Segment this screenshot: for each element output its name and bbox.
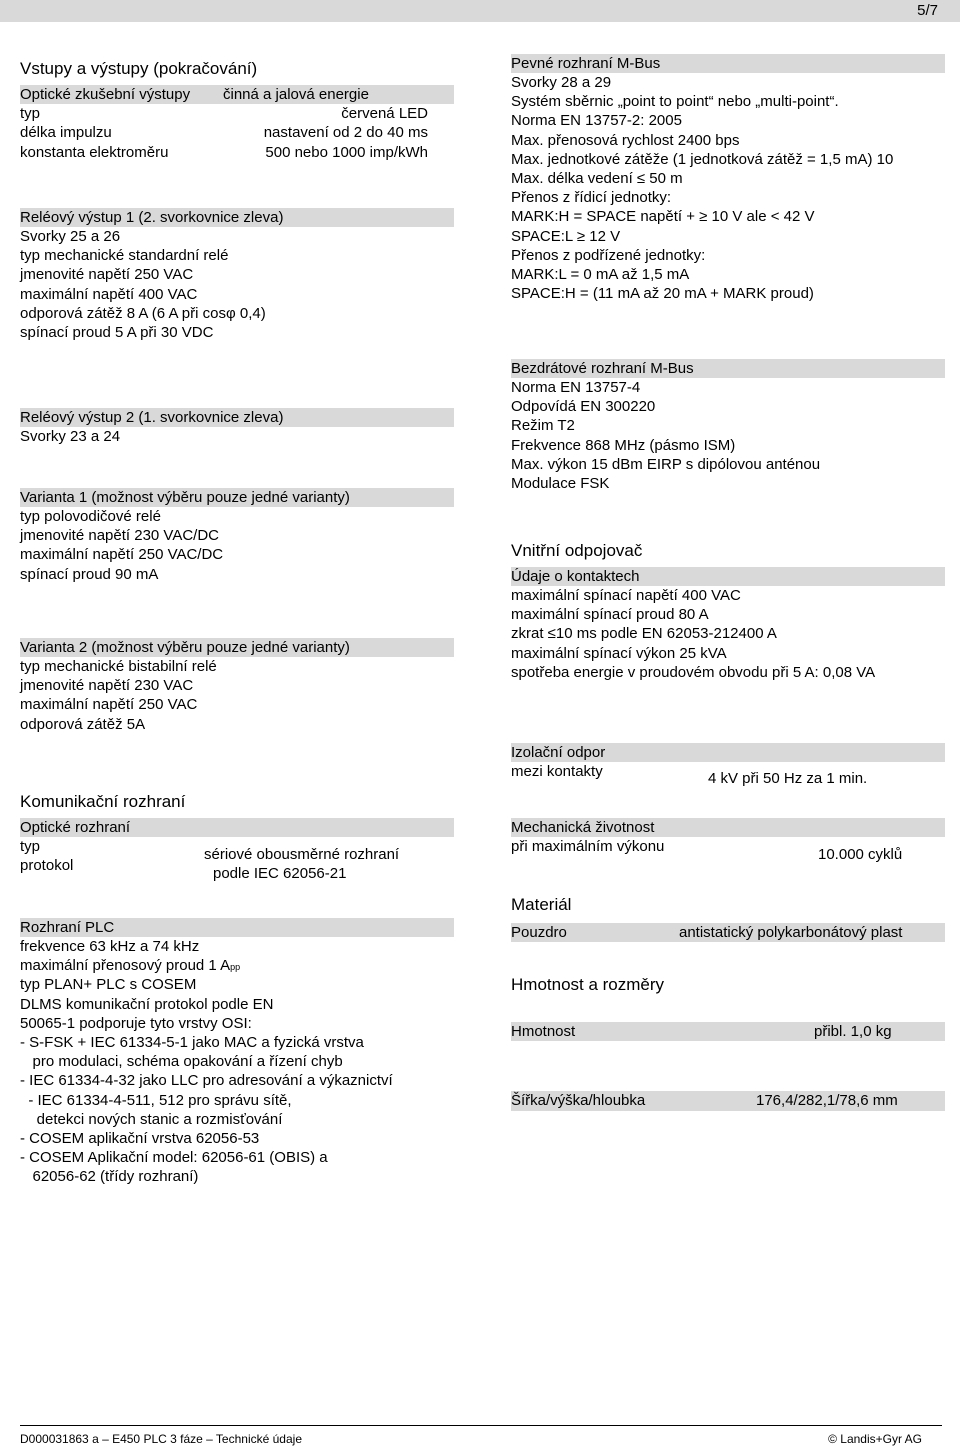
spec-key: při maximálním výkonu bbox=[511, 838, 665, 855]
mechanical-life bbox=[511, 818, 945, 863]
spec-line: maximální spínací výkon 25 kVA bbox=[511, 644, 727, 662]
page-number: 5/7 bbox=[917, 2, 938, 19]
spec-line: Přenos z podřízené jednotky: bbox=[511, 246, 706, 264]
spec-key: typ bbox=[20, 838, 41, 855]
spec-line: spotřeba energie v proudovém obvodu při 5 A: 0,08 VA bbox=[511, 663, 876, 681]
weight-row bbox=[511, 1022, 945, 1041]
mbus-header: Pevné rozhraní M-Bus bbox=[511, 54, 945, 73]
spec-line: odporová zátěž 5A bbox=[20, 715, 146, 733]
variant-1-header: Varianta 1 (možnost výběru pouze jedné varianty) bbox=[20, 488, 454, 507]
insulation-resistance bbox=[511, 743, 945, 787]
spec-line: frekvence 63 kHz a 74 kHz bbox=[20, 938, 200, 955]
spec-line: Frekvence 868 MHz (pásmo ISM) bbox=[511, 436, 736, 454]
spec-line: typ polovodičové relé bbox=[20, 508, 161, 525]
optical-test-outputs bbox=[20, 85, 454, 162]
spec-line: typ PLAN+ PLC s COSEM bbox=[20, 976, 197, 994]
spec-line: Max. jednotkové zátěže (1 jednotková zátěž = 1,5 mA) 10 bbox=[511, 150, 894, 168]
spec-line-text: maximální přenosový proud 1 A bbox=[20, 957, 231, 975]
wireless-mbus-interface bbox=[511, 359, 945, 493]
spec-key: Pouzdro bbox=[511, 924, 567, 941]
spec-line: - IEC 61334-4-32 jako LLC pro adresování a výkaznictví bbox=[20, 1072, 393, 1090]
communication-title: Komunikační rozhraní bbox=[20, 792, 186, 811]
spec-value: antistatický polykarbonátový plast bbox=[679, 924, 903, 941]
spec-line: Modulace FSK bbox=[511, 474, 610, 492]
spec-key: konstanta elektroměru bbox=[20, 143, 169, 161]
spec-line: - S-FSK + IEC 61334-5-1 jako MAC a fyzická vrstva bbox=[20, 1033, 364, 1051]
spec-key: Hmotnost bbox=[511, 1023, 576, 1041]
spec-line: typ mechanické bistabilní relé bbox=[20, 658, 217, 675]
optical-test-label: Optické zkušební výstupy bbox=[20, 86, 191, 103]
spec-line: - COSEM aplikační vrstva 62056-53 bbox=[20, 1129, 260, 1147]
spec-key: Šířka/výška/hloubka bbox=[511, 1092, 646, 1110]
contact-data-header: Údaje o kontaktech bbox=[511, 567, 945, 586]
spec-value: červená LED bbox=[341, 105, 428, 123]
spec-row bbox=[20, 143, 454, 162]
optical-test-header bbox=[20, 85, 454, 104]
variant-2 bbox=[20, 638, 454, 734]
spec-line: jmenovité napětí 230 VAC/DC bbox=[20, 527, 219, 545]
spec-line: 50065-1 podporuje tyto vrstvy OSI: bbox=[20, 1014, 252, 1032]
spec-line: Norma EN 13757-4 bbox=[511, 379, 641, 396]
spec-line: Režim T2 bbox=[511, 417, 575, 435]
spec-line: Max. přenosová rychlost 2400 bps bbox=[511, 131, 740, 149]
spec-line: Systém sběrnic „point to point“ nebo „multi-point“. bbox=[511, 93, 839, 111]
spec-line: DLMS komunikační protokol podle EN bbox=[20, 995, 274, 1013]
material-title: Materiál bbox=[511, 895, 572, 914]
spec-value: přibl. 1,0 kg bbox=[814, 1023, 892, 1041]
spec-key: délka impulzu bbox=[20, 124, 112, 142]
relay-output-2 bbox=[20, 408, 454, 446]
optical-interface-header: Optické rozhraní bbox=[20, 818, 454, 837]
spec-row bbox=[20, 123, 454, 142]
subscript: pp bbox=[230, 962, 241, 973]
plc-interface bbox=[20, 918, 454, 1186]
spec-value: sériové obousměrné rozhraní bbox=[204, 846, 400, 863]
optical-test-value: činná a jalová energie bbox=[223, 86, 369, 103]
spec-key: mezi kontakty bbox=[511, 763, 603, 780]
spec-line: spínací proud 90 mA bbox=[20, 565, 159, 583]
spec-value: podle IEC 62056-21 bbox=[213, 865, 347, 882]
variant-2-header: Varianta 2 (možnost výběru pouze jedné varianty) bbox=[20, 638, 454, 657]
spec-line: Max. výkon 15 dBm EIRP s dipólovou anténou bbox=[511, 455, 821, 473]
footer-document-id: D000031863 a – E450 PLC 3 fáze – Technické údaje bbox=[20, 1432, 302, 1446]
relay-2-header: Reléový výstup 2 (1. svorkovnice zleva) bbox=[20, 408, 454, 427]
spec-line: maximální napětí 250 VAC/DC bbox=[20, 546, 224, 564]
spec-line: MARK:L = 0 mA až 1,5 mA bbox=[511, 265, 690, 283]
variant-1 bbox=[20, 488, 454, 584]
spec-line: MARK:H = SPACE napětí + ≥ 10 V ale < 42 V bbox=[511, 208, 815, 226]
spec-line: Svorky 25 a 26 bbox=[20, 228, 121, 245]
spec-line: SPACE:H = (11 mA až 20 mA + MARK proud) bbox=[511, 285, 814, 303]
spec-line: - COSEM Aplikační model: 62056-61 (OBIS) a bbox=[20, 1149, 328, 1167]
mechanical-life-header: Mechanická životnost bbox=[511, 818, 945, 837]
insulation-header: Izolační odpor bbox=[511, 743, 945, 762]
relay-output-1 bbox=[20, 208, 454, 342]
spec-line: Max. délka vedení ≤ 50 m bbox=[511, 169, 683, 187]
spec-line: maximální spínací napětí 400 VAC bbox=[511, 587, 741, 604]
footer-rule bbox=[20, 1425, 942, 1426]
section-title: Vstupy a výstupy (pokračování) bbox=[20, 59, 258, 78]
spec-line: Norma EN 13757-2: 2005 bbox=[511, 112, 682, 130]
spec-line: zkrat ≤10 ms podle EN 62053-212400 A bbox=[511, 625, 777, 643]
footer-copyright: © Landis+Gyr AG bbox=[828, 1432, 922, 1446]
dimensions-row bbox=[511, 1091, 945, 1110]
spec-line: Odpovídá EN 300220 bbox=[511, 398, 656, 416]
spec-line: Přenos z řídicí jednotky: bbox=[511, 189, 672, 207]
spec-line: jmenovité napětí 230 VAC bbox=[20, 677, 194, 695]
spec-line: typ mechanické standardní relé bbox=[20, 247, 229, 265]
disconnector-title: Vnitřní odpojovač bbox=[511, 541, 643, 560]
right-column bbox=[511, 54, 945, 1110]
spec-value: 176,4/282,1/78,6 mm bbox=[756, 1092, 898, 1110]
spec-line: Svorky 28 a 29 bbox=[511, 74, 612, 91]
wireless-mbus-header: Bezdrátové rozhraní M-Bus bbox=[511, 359, 945, 378]
spec-line: spínací proud 5 A při 30 VDC bbox=[20, 323, 214, 341]
plc-header: Rozhraní PLC bbox=[20, 918, 454, 937]
spec-line: maximální spínací proud 80 A bbox=[511, 606, 709, 624]
spec-line: 62056-62 (třídy rozhraní) bbox=[20, 1168, 199, 1186]
spec-line: Svorky 23 a 24 bbox=[20, 428, 121, 445]
mbus-interface bbox=[511, 54, 945, 303]
spec-value: nastavení od 2 do 40 ms bbox=[263, 124, 428, 142]
spec-key: protokol bbox=[20, 857, 74, 875]
spec-line: maximální napětí 400 VAC bbox=[20, 285, 198, 303]
contact-data bbox=[511, 567, 945, 682]
spec-line: maximální napětí 250 VAC bbox=[20, 696, 198, 714]
spec-row bbox=[20, 104, 454, 123]
weight-dimensions-title: Hmotnost a rozměry bbox=[511, 975, 665, 994]
spec-value: 4 kV při 50 Hz za 1 min. bbox=[708, 770, 868, 787]
spec-line-current bbox=[20, 956, 454, 975]
spec-line: detekci nových stanic a rozmisťování bbox=[20, 1110, 283, 1128]
spec-value: 500 nebo 1000 imp/kWh bbox=[265, 143, 428, 161]
spec-line: odporová zátěž 8 A (6 A při cosφ 0,4) bbox=[20, 304, 266, 322]
optical-interface bbox=[20, 818, 454, 882]
spec-line: - IEC 61334-4-511, 512 pro správu sítě, bbox=[20, 1091, 292, 1109]
spec-key: typ bbox=[20, 105, 41, 123]
relay-1-header: Reléový výstup 1 (2. svorkovnice zleva) bbox=[20, 208, 454, 227]
housing-row bbox=[511, 923, 945, 942]
spec-line: jmenovité napětí 250 VAC bbox=[20, 266, 194, 284]
spec-line: SPACE:L ≥ 12 V bbox=[511, 227, 621, 245]
spec-value: 10.000 cyklů bbox=[818, 846, 903, 863]
page-number-bar bbox=[0, 0, 960, 22]
spec-line: pro modulaci, schéma opakování a řízení chyb bbox=[20, 1053, 343, 1071]
